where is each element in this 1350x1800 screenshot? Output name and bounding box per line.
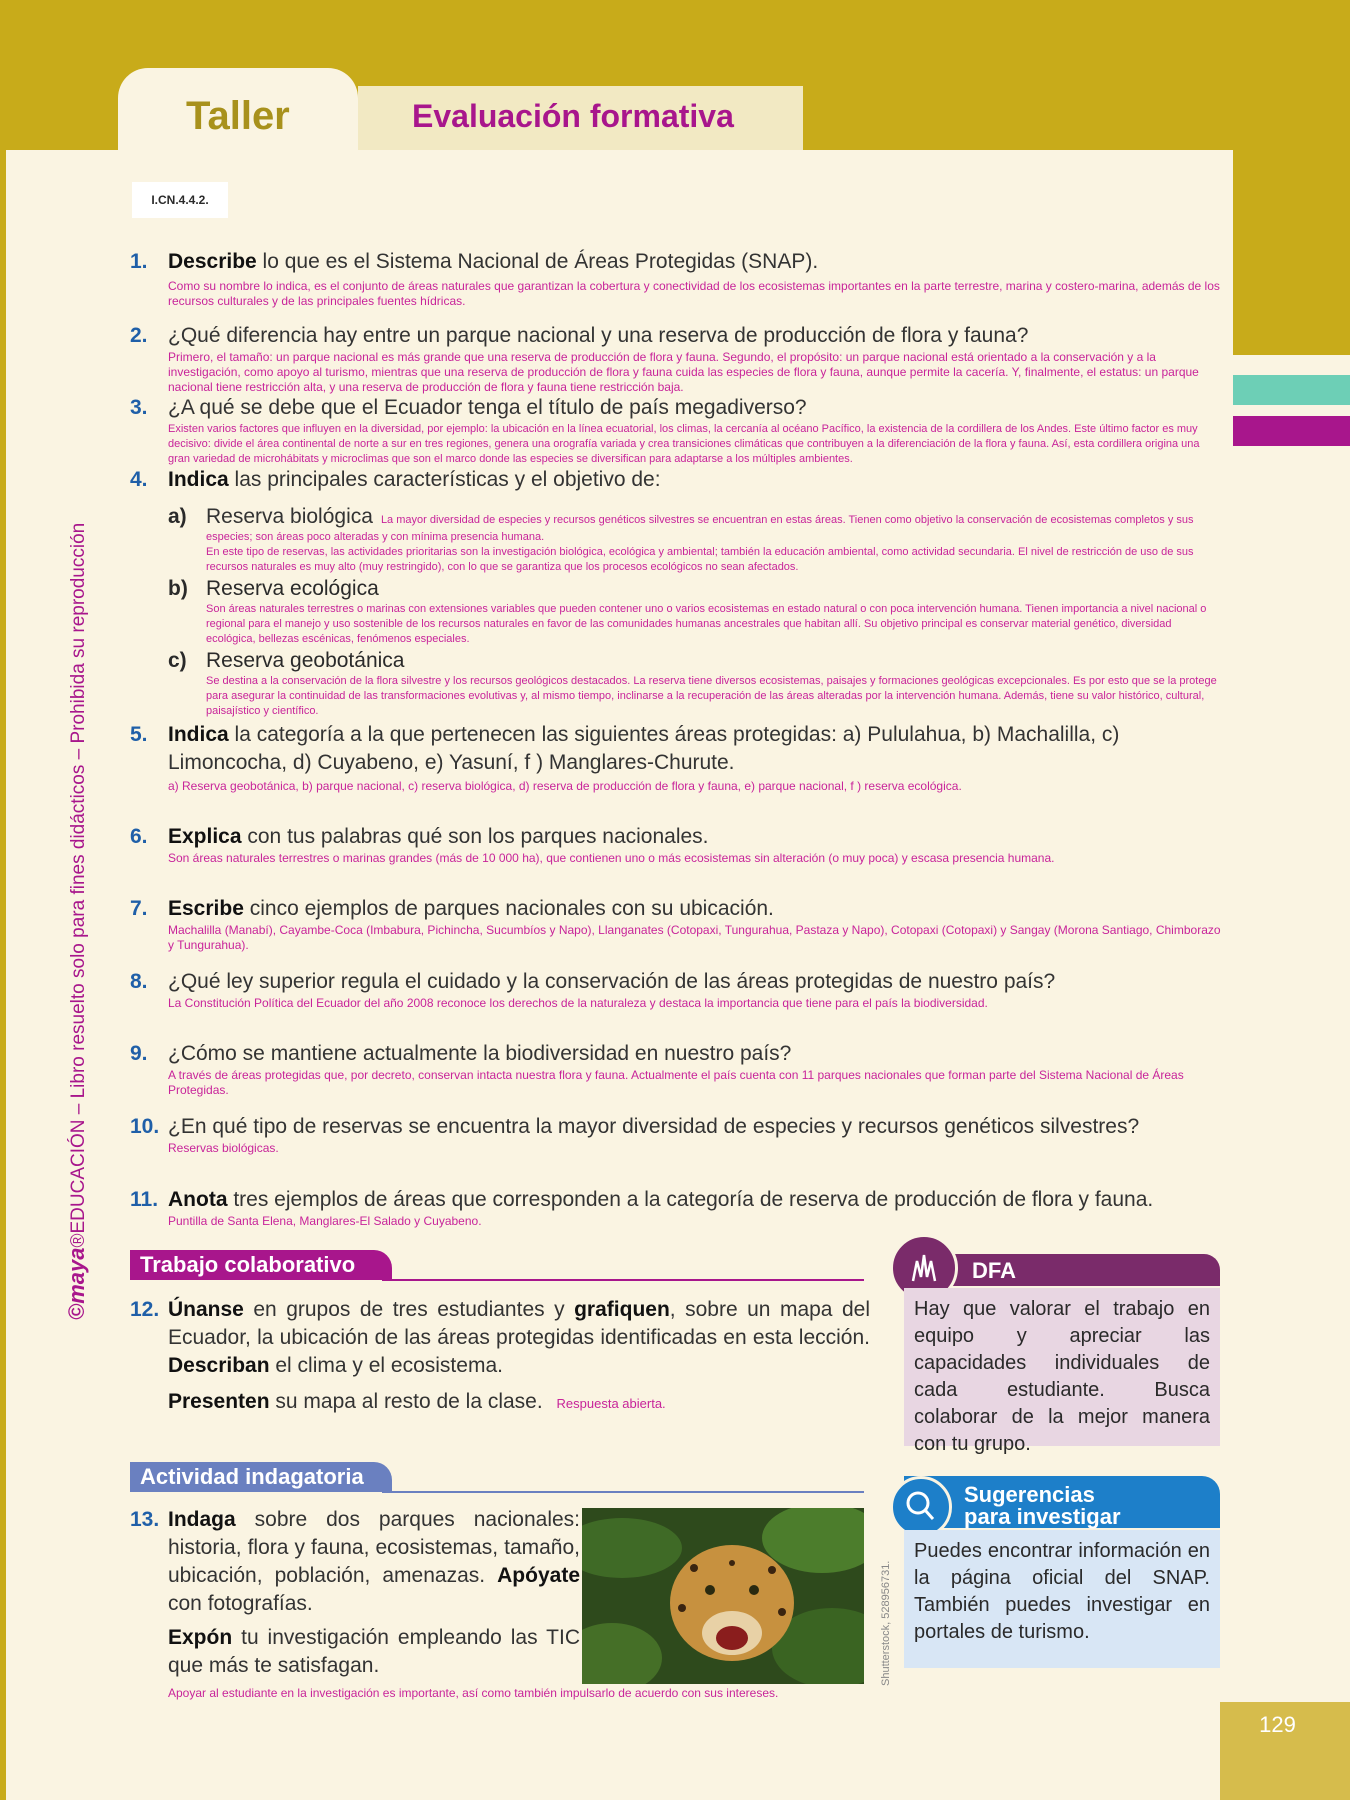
sugerencias-body: Puedes encontrar información en la página oficial del SNAP. También puedes investigar en portales de turismo.	[904, 1530, 1220, 1668]
answer-text: Existen varios factores que influyen en la diversidad, por ejemplo: la ubicación en la línea ecuatorial, los climas, la cercanía al océano Pacífico, la existencia de la cordillera de los Andes. Este último factor es muy decisivo: divide el área continental de norte a sur en tres regiones, genera una orografía variada y crea transiciones climáticas que contribuyen a la diferenciación de la flora y fauna. Así, esta cordillera origina una gran variedad de microhábitats y microclimas que son el marco donde las especies se diversifican para adaptarse a los múltiples ambientes.	[168, 423, 1200, 465]
question-verb: Únanse	[168, 1298, 244, 1321]
answer-text: Son áreas naturales terrestres o marinas grandes (más de 10 000 ha), que contienen uno o más ecosistemas sin alteración (o muy poca) y escasa presencia humana.	[168, 851, 1055, 865]
indicator-code: I.CN.4.4.2.	[132, 182, 228, 218]
answer-text: Apoyar al estudiante en la investigación es importante, así como también impulsarlo de acuerdo con sus intereses.	[168, 1686, 779, 1700]
question-text: con tus palabras qué son los parques nacionales.	[241, 825, 709, 848]
question-number: 3.	[130, 396, 148, 419]
vertical-copyright	[64, 470, 90, 1320]
question-text: su mapa al resto de la clase.	[269, 1390, 543, 1413]
question-7	[130, 895, 1222, 953]
answer-text: Primero, el tamaño: un parque nacional es más grande que una reserva de producción de flora y fauna. Segundo, el propósito: un parque nacional está orientado a la conservación y a la investigación, como apoyo al turismo, mientras que una reserva de producción de flora y fauna cuida las especies de flora y fauna, aunque permite la cacería. Y, finalmente, el estatus: un parque nacional tiene restricción alta, y una reserva de producción de flora y fauna tiene restricción baja.	[168, 350, 1199, 394]
question-text: las principales características y el objetivo de:	[228, 468, 661, 491]
question-text: ¿En qué tipo de reservas se encuentra la mayor diversidad de especies y recursos genéticos silvestres?	[168, 1115, 1140, 1138]
question-text: con fotografías.	[168, 1592, 313, 1615]
answer-text: Reservas biológicas.	[168, 1141, 279, 1155]
question-11	[130, 1186, 1222, 1229]
question-verb: Apóyate	[497, 1564, 580, 1587]
question-4b	[168, 576, 1222, 647]
answer-text: La Constitución Política del Ecuador del año 2008 reconoce los derechos de la naturaleza y destaca la importancia que tiene para el país la biodiversidad.	[168, 996, 988, 1010]
section-trabajo-colaborativo: Trabajo colaborativo	[130, 1250, 392, 1280]
question-verb: Describe	[168, 250, 257, 273]
question-5	[130, 721, 1222, 794]
question-9	[130, 1040, 1222, 1098]
question-text: ¿Qué diferencia hay entre un parque nacional y una reserva de producción de flora y fauna?	[168, 324, 1029, 347]
question-2	[130, 322, 1222, 395]
question-number: 12.	[130, 1298, 160, 1321]
question-13	[130, 1506, 580, 1680]
section-divider	[382, 1279, 864, 1281]
dfa-header: DFA	[904, 1254, 1220, 1286]
question-verb: Expón	[168, 1626, 233, 1649]
magnifier-icon	[890, 1476, 952, 1538]
section-actividad-indagatoria: Actividad indagatoria	[130, 1462, 392, 1492]
brand-logo-text: ©maya	[64, 1247, 89, 1320]
question-text: ¿A qué se debe que el Ecuador tenga el título de país megadiverso?	[168, 396, 807, 419]
question-text: cinco ejemplos de parques nacionales con su ubicación.	[243, 897, 774, 920]
question-number: 1.	[130, 250, 148, 273]
question-12	[130, 1296, 870, 1418]
question-text: ¿Qué ley superior regula el cuidado y la conservación de las áreas protegidas de nuestro país?	[168, 970, 1056, 993]
question-verb: Indica	[168, 723, 229, 746]
question-3	[130, 394, 1222, 467]
question-verb: grafiquen	[574, 1298, 670, 1321]
answer-text: En este tipo de reservas, las actividades prioritarias son la investigación biológica, ecológica y ambiental; también la educación ambiental, como actividad secundaria. El nivel de restricción de uso de sus recursos naturales es muy alto (muy restringido), con lo que se garantiza que los procesos ecológicos no sean afectados.	[206, 546, 1194, 573]
question-number: 5.	[130, 723, 148, 746]
question-text: el clima y el ecosistema.	[269, 1354, 503, 1377]
sub-label: c)	[168, 649, 187, 672]
sub-label: b)	[168, 577, 188, 600]
question-number: 2.	[130, 324, 148, 347]
question-verb: Indica	[168, 468, 229, 491]
question-verb: Anota	[168, 1188, 228, 1211]
question-verb: Describan	[168, 1354, 270, 1377]
answer-text: Machalilla (Manabí), Cayambe-Coca (Imbabura, Pichincha, Sucumbíos y Napo), Llanganates (Cotopaxi, Tungurahua, Pastaza y Napo), Cotopaxi (Cotopaxi) y Sangay (Morona Santiago, Chimborazo y Tungurahua).	[168, 923, 1221, 952]
photo-credit: Shutterstock, 528956731.	[880, 1560, 892, 1686]
right-band	[1233, 0, 1350, 355]
question-text: tu investigación empleando las TIC que más te satisfagan.	[168, 1626, 580, 1677]
question-text: sobre dos parques nacionales: historia, flora y fauna, ecosistemas, tamaño, ubicación, población, amenazas.	[168, 1508, 580, 1587]
question-verb: Indaga	[168, 1508, 236, 1531]
section-divider	[382, 1491, 864, 1493]
question-1	[130, 248, 1222, 309]
question-6	[130, 823, 1222, 866]
question-number: 11.	[130, 1188, 159, 1211]
question-text: , sobre un mapa del Ecuador, la ubicación de las áreas protegidas identificadas en esta lección.	[168, 1298, 870, 1349]
answer-text: A través de áreas protegidas que, por decreto, conservan intacta nuestra flora y fauna. Actualmente el país cuenta con 11 parques nacionales que forman parte del Sistema Nacional de Áreas Protegidas.	[168, 1068, 1184, 1097]
answer-text: Respuesta abierta.	[556, 1396, 666, 1411]
question-number: 10.	[130, 1115, 160, 1138]
dfa-body: Hay que valorar el trabajo en equipo y apreciar las capacidades individuales de cada estudiante. Busca colaborar de la mejor manera con tu grupo.	[904, 1288, 1220, 1446]
question-10	[130, 1113, 1222, 1156]
answer-text: Puntilla de Santa Elena, Manglares-El Salado y Cuyabeno.	[168, 1214, 482, 1228]
question-number: 8.	[130, 970, 148, 993]
question-number: 6.	[130, 825, 148, 848]
question-verb: Explica	[168, 825, 242, 848]
question-4	[130, 466, 1222, 494]
answer-text: La mayor diversidad de especies y recursos genéticos silvestres se encuentran en estas áreas. Tienen como objetivo la conservación de ecosistemas completos y sus especies; son áreas poco alteradas y con mínima presencia humana.	[206, 514, 1194, 543]
sub-title: Reserva geobotánica	[206, 649, 405, 672]
question-text: ¿Cómo se mantiene actualmente la biodiversidad en nuestro país?	[168, 1042, 792, 1065]
question-text: lo que es el Sistema Nacional de Áreas Protegidas (SNAP).	[256, 250, 819, 273]
tab-taller	[118, 68, 358, 158]
magenta-strip	[1233, 416, 1350, 446]
sugerencias-title-2: para investigar	[964, 1504, 1121, 1529]
copyright-text: ®EDUCACIÓN – Libro resuelto solo para fines didácticos – Prohibida su reproducción	[68, 522, 89, 1248]
question-text: tres ejemplos de áreas que corresponden a la categoría de reserva de producción de flora y fauna.	[227, 1188, 1154, 1211]
question-verb: Presenten	[168, 1390, 270, 1413]
answer-text: Como su nombre lo indica, es el conjunto de áreas naturales que garantizan la cobertura y conectividad de los ecosistemas importantes en la parte terrestre, marina y costero-marina, además de los recursos culturales y de las principales fuentes hídricas.	[168, 279, 1220, 308]
question-number: 7.	[130, 897, 148, 920]
question-4c	[168, 648, 1222, 719]
answer-text: Se destina a la conservación de la flora silvestre y los recursos geológicos destacados. La reserva tiene diversos ecosistemas, paisajes y formaciones geológicas excepcionales. Es por esto que se la protege para asegurar la continuidad de las transformaciones evolutivas y, al mismo tiempo, inclinarse a la recuperación de las áreas alteradas por la intervención humana. Además, tiene su valor histórico, cultural, paisajístico y científico.	[206, 675, 1217, 717]
question-text: en grupos de tres estudiantes y	[243, 1298, 575, 1321]
sugerencias-title-1: Sugerencias	[964, 1482, 1095, 1507]
question-4a	[168, 504, 1222, 575]
sub-label: a)	[168, 505, 187, 528]
question-8	[130, 968, 1222, 1011]
teal-strip	[1233, 375, 1350, 405]
jaguar-photo	[582, 1508, 864, 1684]
question-number: 4.	[130, 468, 148, 491]
answer-text: a) Reserva geobotánica, b) parque nacional, c) reserva biológica, d) reserva de producción de flora y fauna, e) parque nacional, f ) reserva ecológica.	[168, 779, 962, 793]
sub-title: Reserva ecológica	[206, 577, 379, 600]
answer-text: Son áreas naturales terrestres o marinas con extensiones variables que pueden contener uno o varios ecosistemas en estado natural o con poca intervención humana. Tienen importancia a nivel nacional o regional para el manejo y uso sostenible de los recursos naturales en favor de las comunidades humanas ancestrales que habitan allí. Su objetivo principal es conservar material genético, diversidad ecológica, bellezas escénicas, fenómenos especiales.	[206, 603, 1207, 645]
left-edge-band	[0, 0, 6, 1800]
tab-evaluacion-label: Evaluación formativa	[412, 98, 734, 134]
page-number: 129	[1259, 1712, 1296, 1737]
question-number: 13.	[130, 1508, 160, 1531]
question-text: la categoría a la que pertenecen las siguientes áreas protegidas: a) Pululahua, b) Machalilla, c) Limoncocha, d) Cuyabeno, e) Yasuní, f ) Manglares-Churute.	[168, 723, 1120, 774]
tab-taller-label: Taller	[186, 94, 290, 138]
question-number: 9.	[130, 1042, 148, 1065]
question-verb: Escribe	[168, 897, 244, 920]
tab-evaluacion	[358, 86, 803, 150]
sub-title: Reserva biológica	[206, 505, 373, 528]
